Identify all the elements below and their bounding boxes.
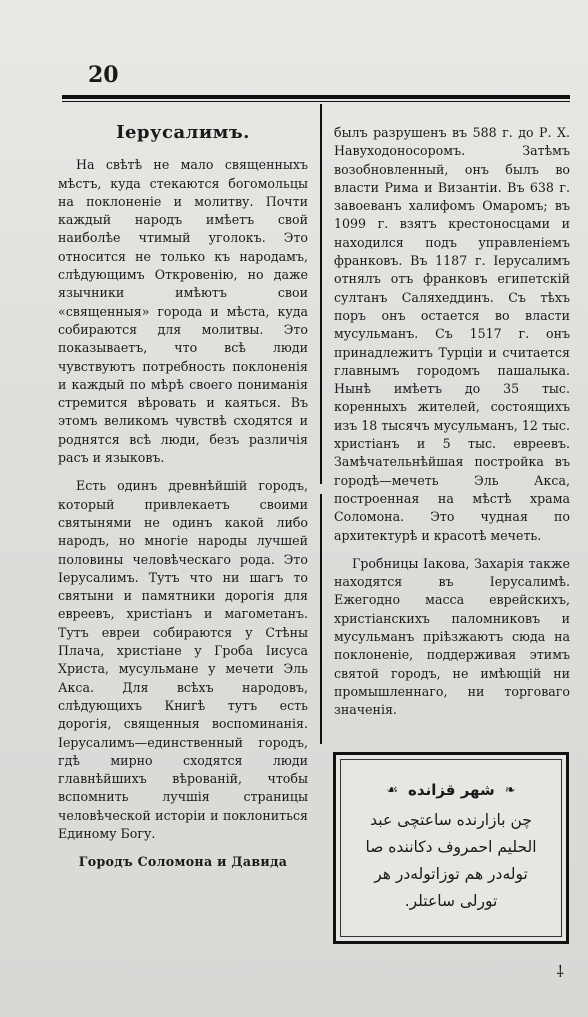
article-title: Іерусалимъ.: [116, 122, 250, 143]
column-divider-lower: [320, 494, 322, 744]
right-column: [334, 124, 570, 720]
ornament-icon: ☙: [386, 782, 399, 798]
article-paragraph: былъ разрушенъ въ 588 г. до Р. Х. Навуходоносоромъ. Затѣмъ возобновленный, онъ былъ во власти Рима и Византіи. Въ 638 г. завоеванъ халифомъ Омаромъ; въ 1099 г. взятъ крестоносцами и находился подъ управленіемъ франковъ. Въ 1187 г. Іерусалимъ отнялъ отъ франковъ египетскій султанъ Саляхеддинъ. Съ тѣхъ поръ онъ остается во власти мусульманъ. Съ 1517 г. онъ принадлежитъ Турціи и считается главнымъ городомъ пашалыка. Нынѣ имѣетъ до 35 тыс. коренныхъ жителей, состоящихъ изъ 18 тысячъ мусульманъ, 12 тыс. христіанъ и 5 тыс. евреевъ. Замѣчательнѣйшая постройка въ городѣ—мечеть Эль Акса, построенная на мѣстѣ храма Соломона. Это чудная по архитектурѣ и красотѣ мечеть.: [334, 125, 570, 543]
advertisement-box: [333, 752, 569, 944]
column-divider: [320, 104, 322, 484]
header-rule: [62, 95, 570, 99]
ornament-icon: ❧: [504, 782, 516, 798]
article-paragraph: Есть одинъ древнѣйшій городъ, который привлекаетъ своими святынями не одинъ какой либо народъ, но многіе народы лучшей половины человѣческаго рода. Это Іерусалимъ. Тутъ что ни шагъ то святыни и памятники дорогія для евреевъ, христіанъ и магометанъ. Тутъ евреи собираются у Стѣны Плача, христіане у Гроба Іисуса Христа, мусульмане у мечети Эль Акса. Для всѣхъ народовъ, слѣдующихъ Книгѣ тутъ есть дорогія, священныя воспоминанія. Іерусалимъ—единственный городъ, гдѣ мирно сходятся люди главнѣйшихъ вѣрованій, чтобы вспомнить лучшія страницы человѣческой исторіи и поклониться Единому Богу.: [58, 478, 308, 841]
corner-mark-icon: ⸸: [556, 962, 564, 981]
left-column: [58, 124, 308, 872]
page-number: 20: [88, 62, 119, 88]
advertisement-title: شهر قزانده: [408, 781, 495, 799]
advertisement-line: چن بازارنده ساعتچی عبد: [370, 811, 532, 829]
advertisement-line: تورلی ساعتلر.: [404, 892, 498, 910]
section-subheading: Городъ Соломона и Давида: [78, 854, 288, 870]
advertisement-line: توله‌در هم توزاتوله‌در هر: [374, 865, 528, 883]
advertisement-line: الحليم احمروف دكاننده صا: [365, 838, 537, 856]
header-rule-thin: [62, 101, 570, 102]
article-paragraph: На свѣтѣ не мало священныхъ мѣстъ, куда стекаются богомольцы на поклоненіе и молитву. Почти каждый народъ имѣетъ свой наиболѣе чтимый уголокъ. Это относится не только къ народамъ, слѣдующимъ Откровенію, но даже язычники имѣютъ свои «священныя» города и мѣста, куда собираются для молитвы. Это показываетъ, что всѣ люди чувствуютъ потребность поклоненія и каждый по мѣрѣ своего пониманія стремится вѣровать и каяться. Въ этомъ великомъ чувствѣ сходятся и роднятся всѣ люди, безъ различія расъ и языковъ.: [58, 157, 308, 466]
advertisement-inner-border: [340, 759, 562, 937]
article-paragraph: Гробницы Іакова, Захарія также находятся въ Іерусалимѣ. Ежегодно масса еврейскихъ, христіанскихъ паломниковъ и мусульманъ пріѣзжаютъ сюда на поклоненіе, поддерживая этимъ святой городъ, не имѣющій ни промышленнаго, ни торговаго значенія.: [334, 555, 570, 718]
